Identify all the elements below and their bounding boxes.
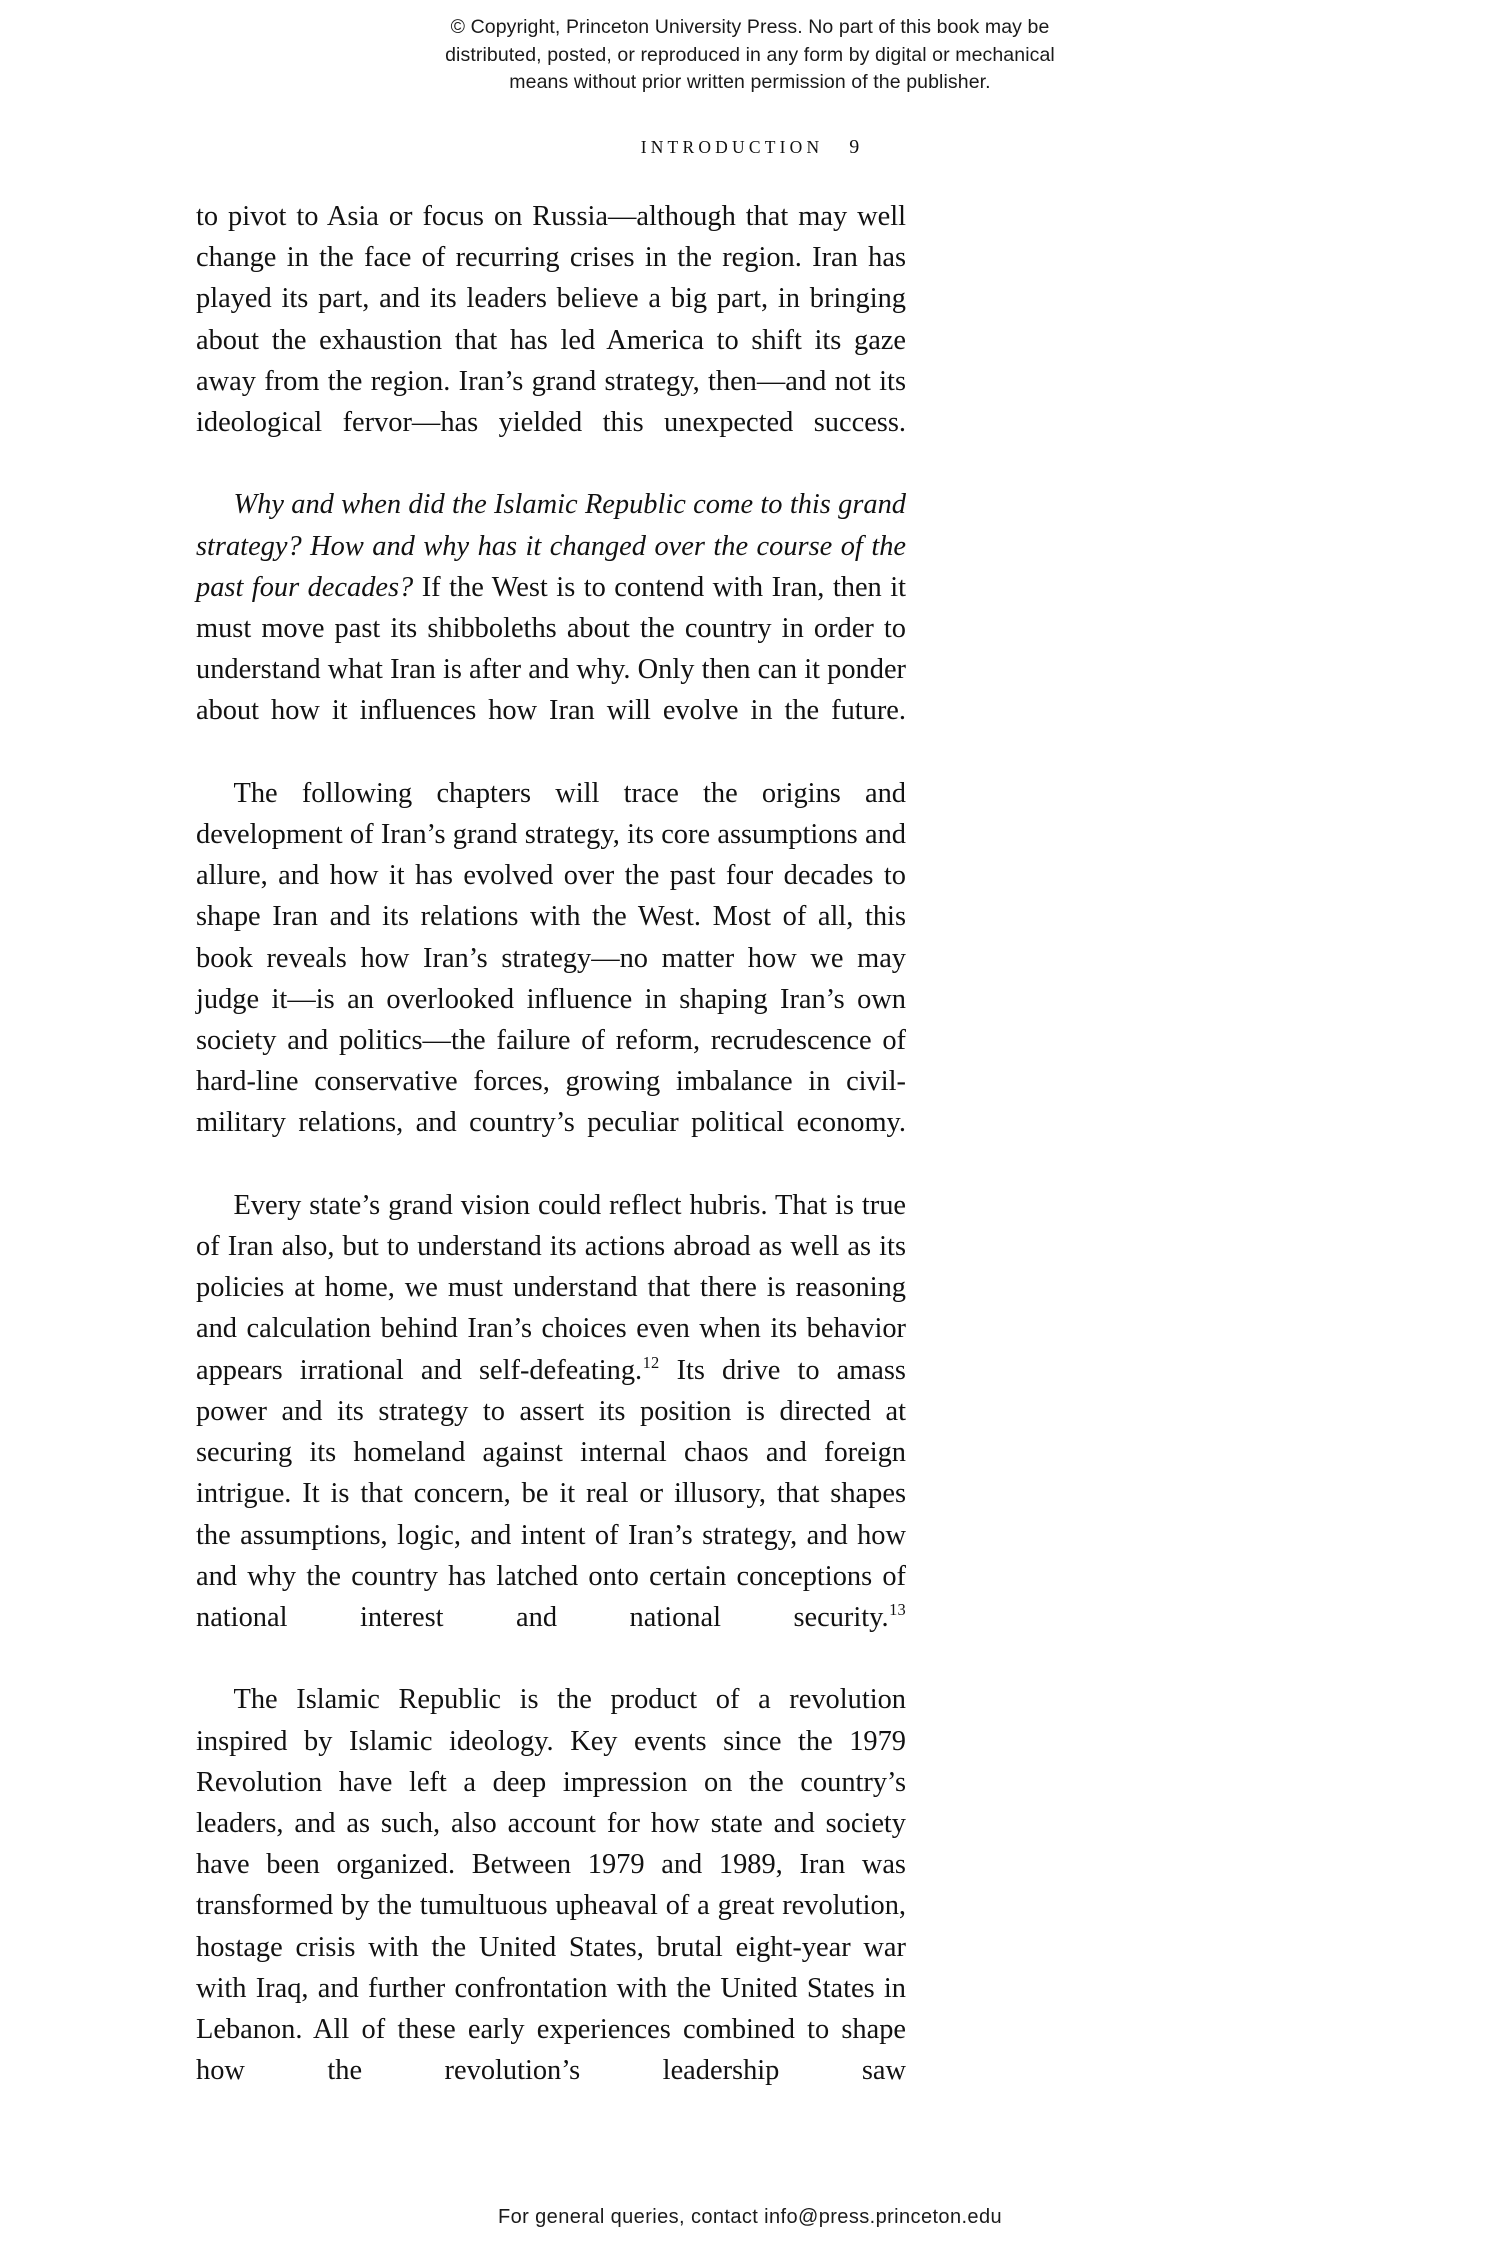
running-head-title: INTRODUCTION [640,137,824,157]
paragraph-grand-vision-part-1: Every state’s grand vision could reflect hubris. That is true of Iran also, but to understand its actions abroad as well as its policies at home, we must understand that there is reasoning and calculation behind Iran’s choices even when its behavior appears irrational and self-defeating. [196,1189,906,1386]
paragraph-grand-vision [196,1185,906,1679]
copyright-notice-line-1: © Copyright, Princeton University Press. No part of this book may be [450,16,1050,38]
copyright-notice [0,14,1500,97]
running-head [0,136,1500,159]
paragraph-continued: to pivot to Asia or focus on Russia—although that may well change in the face of recurring crises in the region. Iran has played its part, and its leaders believe a big part, in bringing about the exhaustion that has led America to shift its gaze away from the region. Iran’s grand strategy, then—and not its ideological fervor—has yielded this unexpected success. [196,201,906,439]
footnote-marker-13[interactable]: 13 [889,1600,906,1620]
paragraph-italic-question [196,484,906,772]
footer-general-queries: For general queries, contact info@press.princeton.edu [498,2206,1002,2228]
italic-paragraph-remainder: If the West is to contend with Iran, then it must move past its shibboleths about the country in order to understand what Iran is after and why. Only then can it ponder about how it influences how Iran will evolve in the future. [196,571,906,727]
copyright-notice-line-3: means without prior written permission of the publisher. [509,71,991,94]
footnote-marker-12[interactable]: 12 [642,1353,660,1373]
copyright-notice-line-2: distributed, posted, or reproduced in any form by digital or mechanical [445,43,1055,66]
body-text-block [196,196,906,2133]
paragraph-islamic-republic: The Islamic Republic is the product of a revolution inspired by Islamic ideology. Key events since the 1979 Revolution have left a deep impression on the country’s leaders, and as such, also account for how state and society have been organized. Between 1979 and 1989, Iran was transformed by the tumultuous upheaval of a great revolution, hostage crisis with the United States, brutal eight-year war with Iraq, and further confrontation with the United States in Lebanon. All of these early experiences combined to shape how the revolution’s leadership saw [196,1684,906,2087]
paragraph-grand-vision-part-2: Its drive to amass power and its strategy to assert its position is directed at securing its homeland against internal chaos and foreign intrigue. It is that concern, be it real or illusory, that shapes the assumptions, logic, and intent of Iran’s strategy, and how and why the country has latched onto certain conceptions of national interest and national security. [196,1354,906,1633]
paragraph-following-chapters: The following chapters will trace the origins and development of Iran’s grand strategy, its core assumptions and allure, and how it has evolved over the past four decades to shape Iran and its relations with the West. Most of all, this book reveals how Iran’s strategy—no matter how we may judge it—is an overlooked influence in shaping Iran’s own society and politics—the failure of reform, recrudescence of hard-line conservative forces, growing imbalance in civil-military relations, and country’s peculiar political economy. [196,777,906,1139]
page-number: 9 [849,136,860,158]
italic-lead-sentence: Why and when did the Islamic Republic come to this grand strategy? How and why has it changed over the course of the past four decades? [196,489,906,603]
